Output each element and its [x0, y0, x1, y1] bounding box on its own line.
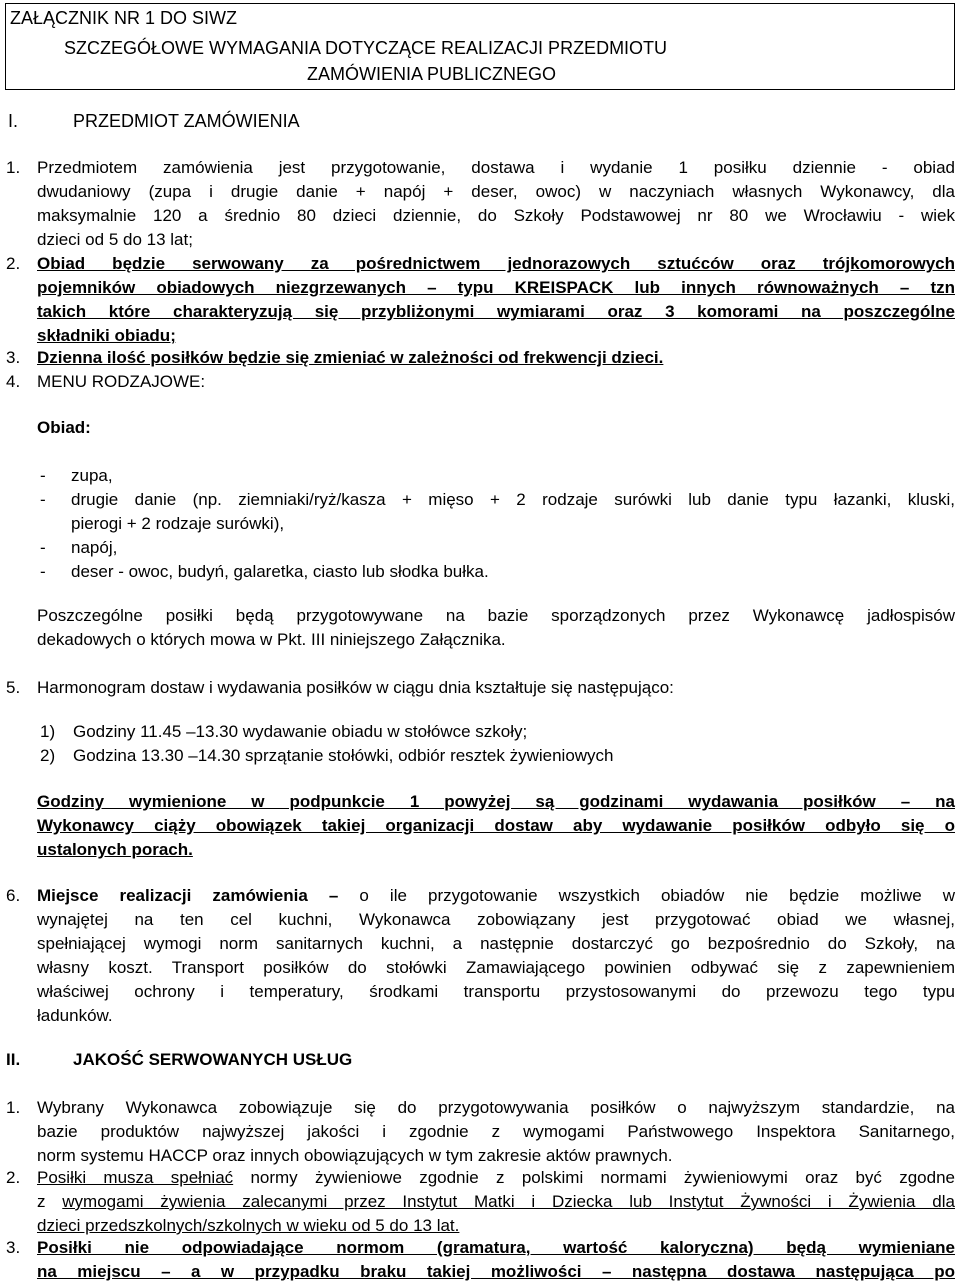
s2-item1-line: norm systemu HACCP oraz innych obowiązujących w tym zakresie aktów prawnych.: [37, 1146, 673, 1165]
schedule-note: [37, 790, 955, 862]
section1-number: I.: [8, 111, 19, 131]
menu-note-line: Poszczególne posiłki będą przygotowywane na bazie sporządzonych przez Wykonawcę jadłospisów: [37, 606, 955, 625]
menu-dash: -: [40, 562, 46, 581]
schedule-entry-cleaning: Godzina 13.30 –14.30 sprzątanie stołówki, odbiór resztek żywieniowych: [73, 746, 614, 765]
item5-number: 5.: [6, 678, 21, 697]
s2-item2-line: dzieci przedszkolnych/szkolnych w wieku od 5 do 13 lat.: [37, 1216, 460, 1235]
s2-item1-line: Wybrany Wykonawca zobowiązuje się do przygotowywania posiłków o najwyższym standardzie, na: [37, 1098, 955, 1117]
item6-paragraph: [37, 884, 955, 1028]
item1-number: 1.: [6, 158, 21, 177]
s2-item2-paragraph: [37, 1166, 955, 1238]
menu-note: [37, 604, 955, 652]
schedule-note-line: Godziny wymienione w podpunkcie 1 powyżej są godzinami wydawania posiłków – na: [37, 792, 955, 811]
s2-item2-number: 2.: [6, 1168, 21, 1187]
item6-line: wynajętej na ten cel kuchni, Wykonawca zobowiązany jest przygotować obiad we własnej,: [37, 910, 955, 929]
item3-text: Dzienna ilość posiłków będzie się zmieniać w zależności od frekwencji dzieci.: [37, 348, 664, 367]
s2-item2-line: [37, 1190, 955, 1214]
schedule-number: 1): [40, 722, 56, 741]
document-title-line1: SZCZEGÓŁOWE WYMAGANIA DOTYCZĄCE REALIZACJI PRZEDMIOTU: [64, 38, 668, 58]
item1-line: Przedmiotem zamówienia jest przygotowanie, dostawa i wydanie 1 posiłku dziennie - obiad: [37, 158, 955, 177]
menu-item-main-course: [71, 488, 955, 536]
menu-item-soup: zupa,: [71, 466, 113, 485]
s2-item1-line: bazie produktów najwyższej jakości i zgodnie z wymogami Państwowego Inspektora Sanitarnego,: [37, 1122, 955, 1141]
item6-line: właściwej ochrony i temperatury, środkami transportu przystosowanymi do przewozu tego typu: [37, 982, 955, 1001]
item1-paragraph: [37, 156, 955, 252]
menu-heading: MENU RODZAJOWE:: [37, 372, 206, 391]
item3-number: 3.: [6, 348, 21, 367]
s2-item1-number: 1.: [6, 1098, 21, 1117]
item1-line: maksymalnie 120 a średnio 80 dzieci dziennie, do Szkoły Podstawowej nr 80 we Wrocławiu - wiek: [37, 206, 955, 225]
item6-line: własny koszt. Transport posiłków do stołówki Zamawiającego powinien odbywać się z zapewnieniem: [37, 958, 955, 977]
item6-line: ładunków.: [37, 1006, 113, 1025]
item2-line: Obiad będzie serwowany za pośrednictwem jednorazowych sztućców oraz trójkomorowych: [37, 254, 955, 273]
menu-note-line: dekadowych o których mowa w Pkt. III niniejszego Załącznika.: [37, 630, 506, 649]
item4-number: 4.: [6, 372, 21, 391]
item2-line: takich które charakteryzują się przybliżonymi wymiarami oraz 3 komorami na poszczególne: [37, 302, 955, 321]
s2-item2-underlined-lead: Posiłki musza spełniać: [37, 1168, 234, 1187]
schedule-entry-serving: Godziny 11.45 –13.30 wydawanie obiadu w stołówce szkoły;: [73, 722, 528, 741]
item6-bold-lead: Miejsce realizacji zamówienia –: [37, 886, 339, 905]
section2-number: II.: [6, 1050, 21, 1069]
s2-item1-paragraph: [37, 1096, 955, 1168]
s2-item3-line: na miejscu – a w przypadku braku takiej możliwości – następna dostawa następująca po: [37, 1262, 955, 1281]
s2-item2-z: z: [37, 1192, 46, 1211]
item1-line: dwudaniowy (zupa i drugie danie + napój + deser, owoc) w naczyniach własnych Wykonawcy, dla: [37, 182, 955, 201]
menu-item-dessert: deser - owoc, budyń, galaretka, ciasto lub słodka bułka.: [71, 562, 489, 581]
s2-item3-line: Posiłki nie odpowiadające normom (gramatura, wartość kaloryczna) będą wymieniane: [37, 1238, 955, 1257]
item2-number: 2.: [6, 254, 21, 273]
schedule-number: 2): [40, 746, 56, 765]
schedule-heading: Harmonogram dostaw i wydawania posiłków w ciągu dnia kształtuje się następująco:: [37, 678, 674, 697]
menu-dash: -: [40, 466, 46, 485]
schedule-note-line: ustalonych porach.: [37, 840, 193, 859]
s2-item3-paragraph: [37, 1236, 955, 1284]
menu-item-line: pierogi + 2 rodzaje surówki),: [71, 514, 285, 533]
s2-item3-number: 3.: [6, 1238, 21, 1257]
s2-item2-underlined-mid: wymogami żywienia zalecanymi przez Instytut Matki i Dziecka lub Instytut Żywności i Żywienia dla: [62, 1192, 955, 1211]
item2-line: składniki obiadu;: [37, 326, 176, 345]
menu-item-drink: napój,: [71, 538, 118, 557]
item2-line: pojemników obiadowych niezgrzewanych – typu KREISPACK lub innych równoważnych – tzn: [37, 278, 955, 297]
document-title-line2: ZAMÓWIENIA PUBLICZNEGO: [307, 64, 557, 84]
annex-label: ZAŁĄCZNIK NR 1 DO SIWZ: [10, 8, 238, 28]
schedule-note-line: Wykonawcy ciąży obowiązek takiej organizacji dostaw aby wydawanie posiłków odbyło się o: [37, 816, 955, 835]
menu-item-line: drugie danie (np. ziemniaki/ryż/kasza + mięso + 2 rodzaje surówki lub danie typu łazanki, kluski,: [71, 490, 955, 509]
s2-item2-rest: normy żywieniowe zgodnie z polskimi normami żywieniowymi oraz być zgodne: [250, 1168, 955, 1187]
item6-line: [37, 884, 955, 908]
section1-title: PRZEDMIOT ZAMÓWIENIA: [73, 111, 300, 131]
item2-paragraph: [37, 252, 955, 348]
item1-line: dzieci od 5 do 13 lat;: [37, 230, 193, 249]
item6-number: 6.: [6, 886, 21, 905]
section2-title: JAKOŚĆ SERWOWANYCH USŁUG: [73, 1050, 353, 1069]
item6-line: spełniającej wymogi norm sanitarnych kuchni, a następnie dostarczyć go bezpośrednio do Szkoły, na: [37, 934, 955, 953]
menu-label: Obiad:: [37, 418, 91, 437]
item6-line-text: o ile przygotowanie wszystkich obiadów nie będzie możliwe w: [359, 886, 956, 905]
menu-dash: -: [40, 538, 46, 557]
menu-dash: -: [40, 490, 46, 509]
s2-item2-line: [37, 1166, 955, 1190]
